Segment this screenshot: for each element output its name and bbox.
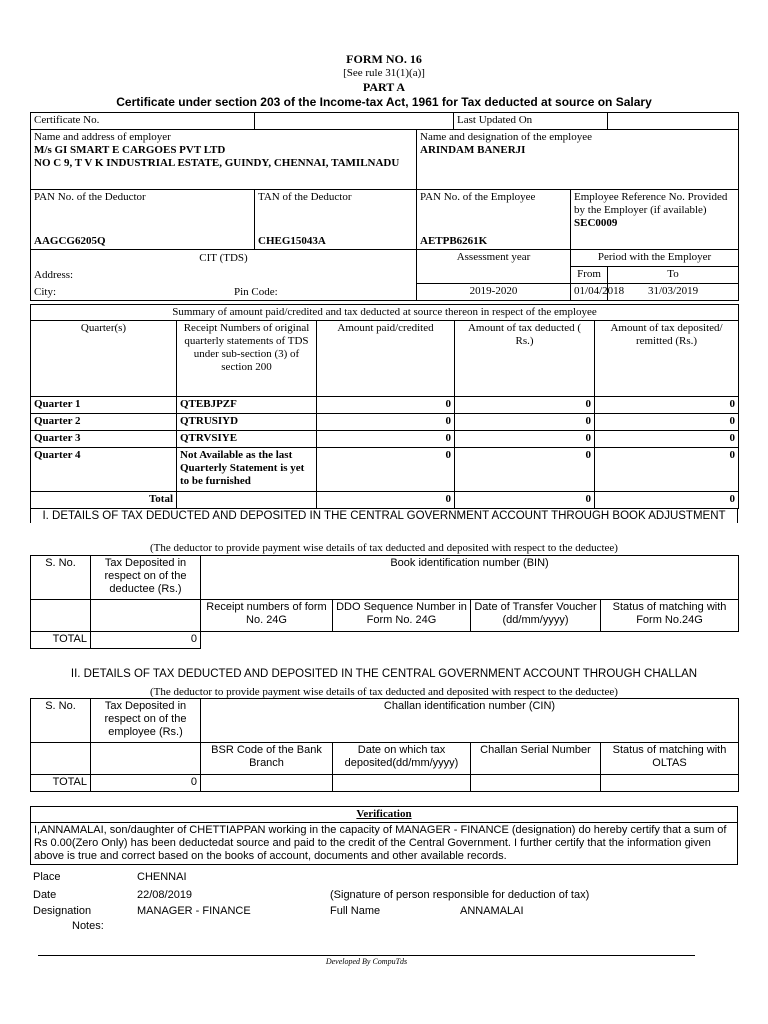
pan-deductor-label: PAN No. of the Deductor — [34, 191, 146, 203]
signature-note: (Signature of person responsible for deduction of tax) — [330, 889, 590, 901]
receipt-cell: QTRVSIYE — [177, 431, 317, 448]
employee-label: Name and designation of the employee — [420, 131, 592, 143]
book-adjustment-table — [30, 555, 739, 649]
book-total-blank — [201, 632, 333, 649]
paid-cell: 0 — [317, 448, 455, 492]
challan-title: II. DETAILS OF TAX DEDUCTED AND DEPOSITED IN THE CENTRAL GOVERNMENT ACCOUNT THROUGH CHALLAN — [70, 668, 698, 680]
last-updated-value — [608, 113, 739, 130]
challan-total-blank — [333, 775, 471, 792]
receipt-cell: QTRUSIYD — [177, 414, 317, 431]
fullname-value: ANNAMALAI — [460, 905, 524, 917]
tan-cell — [255, 190, 417, 250]
employer-label: Name and address of employer — [34, 131, 171, 143]
challan-serial-label: Challan Serial Number — [471, 743, 601, 775]
form-number: FORM NO. 16 — [346, 52, 422, 66]
book-ddo-label: DDO Sequence Number in Form No. 24G — [333, 600, 471, 632]
book-bin-label: Book identification number (BIN) — [201, 556, 739, 600]
place-label: Place — [33, 871, 61, 883]
challan-date-label: Date on which tax deposited(dd/mm/yyyy) — [333, 743, 471, 775]
assessment-year-value: 2019-2020 — [417, 284, 571, 301]
cit-address-label: Address: — [34, 269, 74, 281]
challan-bsr-label: BSR Code of the Bank Branch — [201, 743, 333, 775]
challan-sno-empty — [31, 743, 91, 775]
designation-value: MANAGER - FINANCE — [137, 905, 251, 917]
pan-employee-cell — [417, 190, 571, 250]
cit-city-label: City: — [34, 286, 57, 298]
summary-title: Summary of amount paid/credited and tax deducted at source thereon in respect of the employee — [31, 305, 739, 321]
book-sno-label: S. No. — [31, 556, 91, 600]
date-label: Date — [33, 889, 57, 901]
table-row — [31, 414, 739, 431]
challan-total-blank — [201, 775, 333, 792]
challan-status-label: Status of matching with OLTAS — [601, 743, 739, 775]
fullname-label: Full Name — [330, 905, 381, 917]
table-row — [31, 397, 739, 414]
period-label: Period with the Employer — [571, 250, 739, 267]
tan-label: TAN of the Deductor — [258, 191, 352, 203]
deposited-cell: 0 — [595, 448, 739, 492]
challan-table — [30, 698, 739, 792]
employee-ref-value: SEC0009 — [574, 217, 618, 229]
tan-value: CHEG15043A — [258, 235, 326, 247]
paid-cell: 0 — [317, 414, 455, 431]
certificate-title: Certificate under section 203 of the Income-tax Act, 1961 for Tax deducted at source on Salary — [116, 95, 652, 109]
last-updated-label: Last Updated On — [454, 113, 608, 130]
book-total-blank — [333, 632, 471, 649]
challan-tax-label: Tax Deposited in respect on of the employee (Rs.) — [91, 699, 201, 743]
challan-tax-empty — [91, 743, 201, 775]
book-tax-empty — [91, 600, 201, 632]
book-total-blank — [601, 632, 739, 649]
certificate-no-label: Certificate No. — [31, 113, 255, 130]
summary-header-receipt: Receipt Numbers of original quarterly statements of TDS under sub-section (3) of section 200 — [177, 321, 317, 397]
verification-table — [30, 806, 738, 865]
book-adjustment-title: I. DETAILS OF TAX DEDUCTED AND DEPOSITED IN THE CENTRAL GOVERNMENT ACCOUNT THROUGH BOOK ADJUSTMENT — [30, 509, 738, 523]
total-row — [31, 492, 739, 509]
paid-cell: 0 — [317, 431, 455, 448]
rule-reference: [See rule 31(1)(a)] — [343, 67, 425, 79]
designation-label: Designation — [33, 905, 92, 917]
table-row — [31, 431, 739, 448]
to-label: To — [608, 267, 739, 284]
cit-label: CIT (TDS) — [199, 252, 248, 264]
notes-label: Notes: — [72, 920, 104, 932]
book-status-label: Status of matching with Form No.24G — [601, 600, 739, 632]
cit-pin-label: Pin Code: — [234, 286, 278, 298]
receipt-cell: Not Available as the last Quarterly Statement is yet to be furnished — [177, 448, 317, 492]
paid-cell: 0 — [317, 397, 455, 414]
quarter-cell: Quarter 1 — [31, 397, 177, 414]
pan-deductor-value: AAGCG6205Q — [34, 235, 106, 247]
footer-divider — [38, 955, 695, 956]
total-label: Total — [31, 492, 177, 509]
employer-cell — [31, 130, 417, 190]
part-title: PART A — [362, 80, 406, 94]
challan-cin-label: Challan identification number (CIN) — [201, 699, 739, 743]
assessment-year-label: Assessment year — [417, 250, 571, 284]
deducted-cell: 0 — [455, 431, 595, 448]
employee-ref-cell — [571, 190, 739, 250]
challan-sno-label: S. No. — [31, 699, 91, 743]
pan-employee-value: AETPB6261K — [420, 235, 488, 247]
summary-header-paid: Amount paid/credited — [317, 321, 455, 397]
total-receipt-cell — [177, 492, 317, 509]
summary-header-deducted: Amount of tax deducted ( Rs.) — [455, 321, 595, 397]
employer-address: NO C 9, T V K INDUSTRIAL ESTATE, GUINDY, CHENNAI, TAMILNADU — [34, 157, 400, 169]
deducted-cell: 0 — [455, 448, 595, 492]
book-adjustment-subtitle: (The deductor to provide payment wise details of tax deducted and deposited with respect to the deductee) — [150, 542, 618, 554]
summary-header-deposited: Amount of tax deposited/ remitted (Rs.) — [595, 321, 739, 397]
table-row — [31, 448, 739, 492]
employee-ref-label: Employee Reference No. Provided by the Employer (if available) — [574, 191, 728, 216]
challan-total-label: TOTAL — [31, 775, 91, 792]
place-value: CHENNAI — [137, 871, 187, 883]
verification-text: I,ANNAMALAI, son/daughter of CHETTIAPPAN working in the capacity of MANAGER - FINANCE (designation) do hereby certify that a sum of Rs 0.00(Zero Only) has been deductedat source and paid to the credit of the Central Government. I further certify that the information given above is true and correct based on the books of account, documents and other available records. — [31, 823, 738, 865]
book-date-label: Date of Transfer Voucher (dd/mm/yyyy) — [471, 600, 601, 632]
employer-employee-table — [30, 112, 739, 301]
total-deposited: 0 — [595, 492, 739, 509]
deposited-cell: 0 — [595, 431, 739, 448]
book-tax-label: Tax Deposited in respect on of the deductee (Rs.) — [91, 556, 201, 600]
book-total-blank — [471, 632, 601, 649]
deducted-cell: 0 — [455, 414, 595, 431]
receipt-cell: QTEBJPZF — [177, 397, 317, 414]
challan-subtitle: (The deductor to provide payment wise details of tax deducted and deposited with respect to the deductee) — [150, 686, 618, 698]
book-receipt-label: Receipt numbers of form No. 24G — [201, 600, 333, 632]
total-paid: 0 — [317, 492, 455, 509]
cit-cell — [31, 250, 417, 301]
book-total-label: TOTAL — [31, 632, 91, 649]
developed-by: Developed By CompuTds — [325, 957, 408, 966]
certificate-no-value — [255, 113, 454, 130]
total-deducted: 0 — [455, 492, 595, 509]
from-label: From — [571, 267, 608, 284]
employee-cell — [417, 130, 739, 190]
deposited-cell: 0 — [595, 397, 739, 414]
challan-total-value: 0 — [91, 775, 201, 792]
book-sno-empty — [31, 600, 91, 632]
pan-employee-label: PAN No. of the Employee — [420, 191, 536, 203]
deposited-cell: 0 — [595, 414, 739, 431]
challan-total-blank — [471, 775, 601, 792]
employee-name: ARINDAM BANERJI — [420, 144, 526, 156]
challan-total-blank — [601, 775, 739, 792]
summary-header-quarter: Quarter(s) — [31, 321, 177, 397]
to-value: 31/03/2019 — [608, 284, 739, 301]
deducted-cell: 0 — [455, 397, 595, 414]
from-value: 01/04/2018 — [571, 284, 608, 301]
book-total-value: 0 — [91, 632, 201, 649]
employer-name: M/s GI SMART E CARGOES PVT LTD — [34, 144, 226, 156]
verification-title: Verification — [31, 807, 738, 823]
quarter-cell: Quarter 2 — [31, 414, 177, 431]
pan-deductor-cell — [31, 190, 255, 250]
quarter-cell: Quarter 4 — [31, 448, 177, 492]
date-value: 22/08/2019 — [137, 889, 193, 901]
summary-table — [30, 304, 739, 509]
quarter-cell: Quarter 3 — [31, 431, 177, 448]
